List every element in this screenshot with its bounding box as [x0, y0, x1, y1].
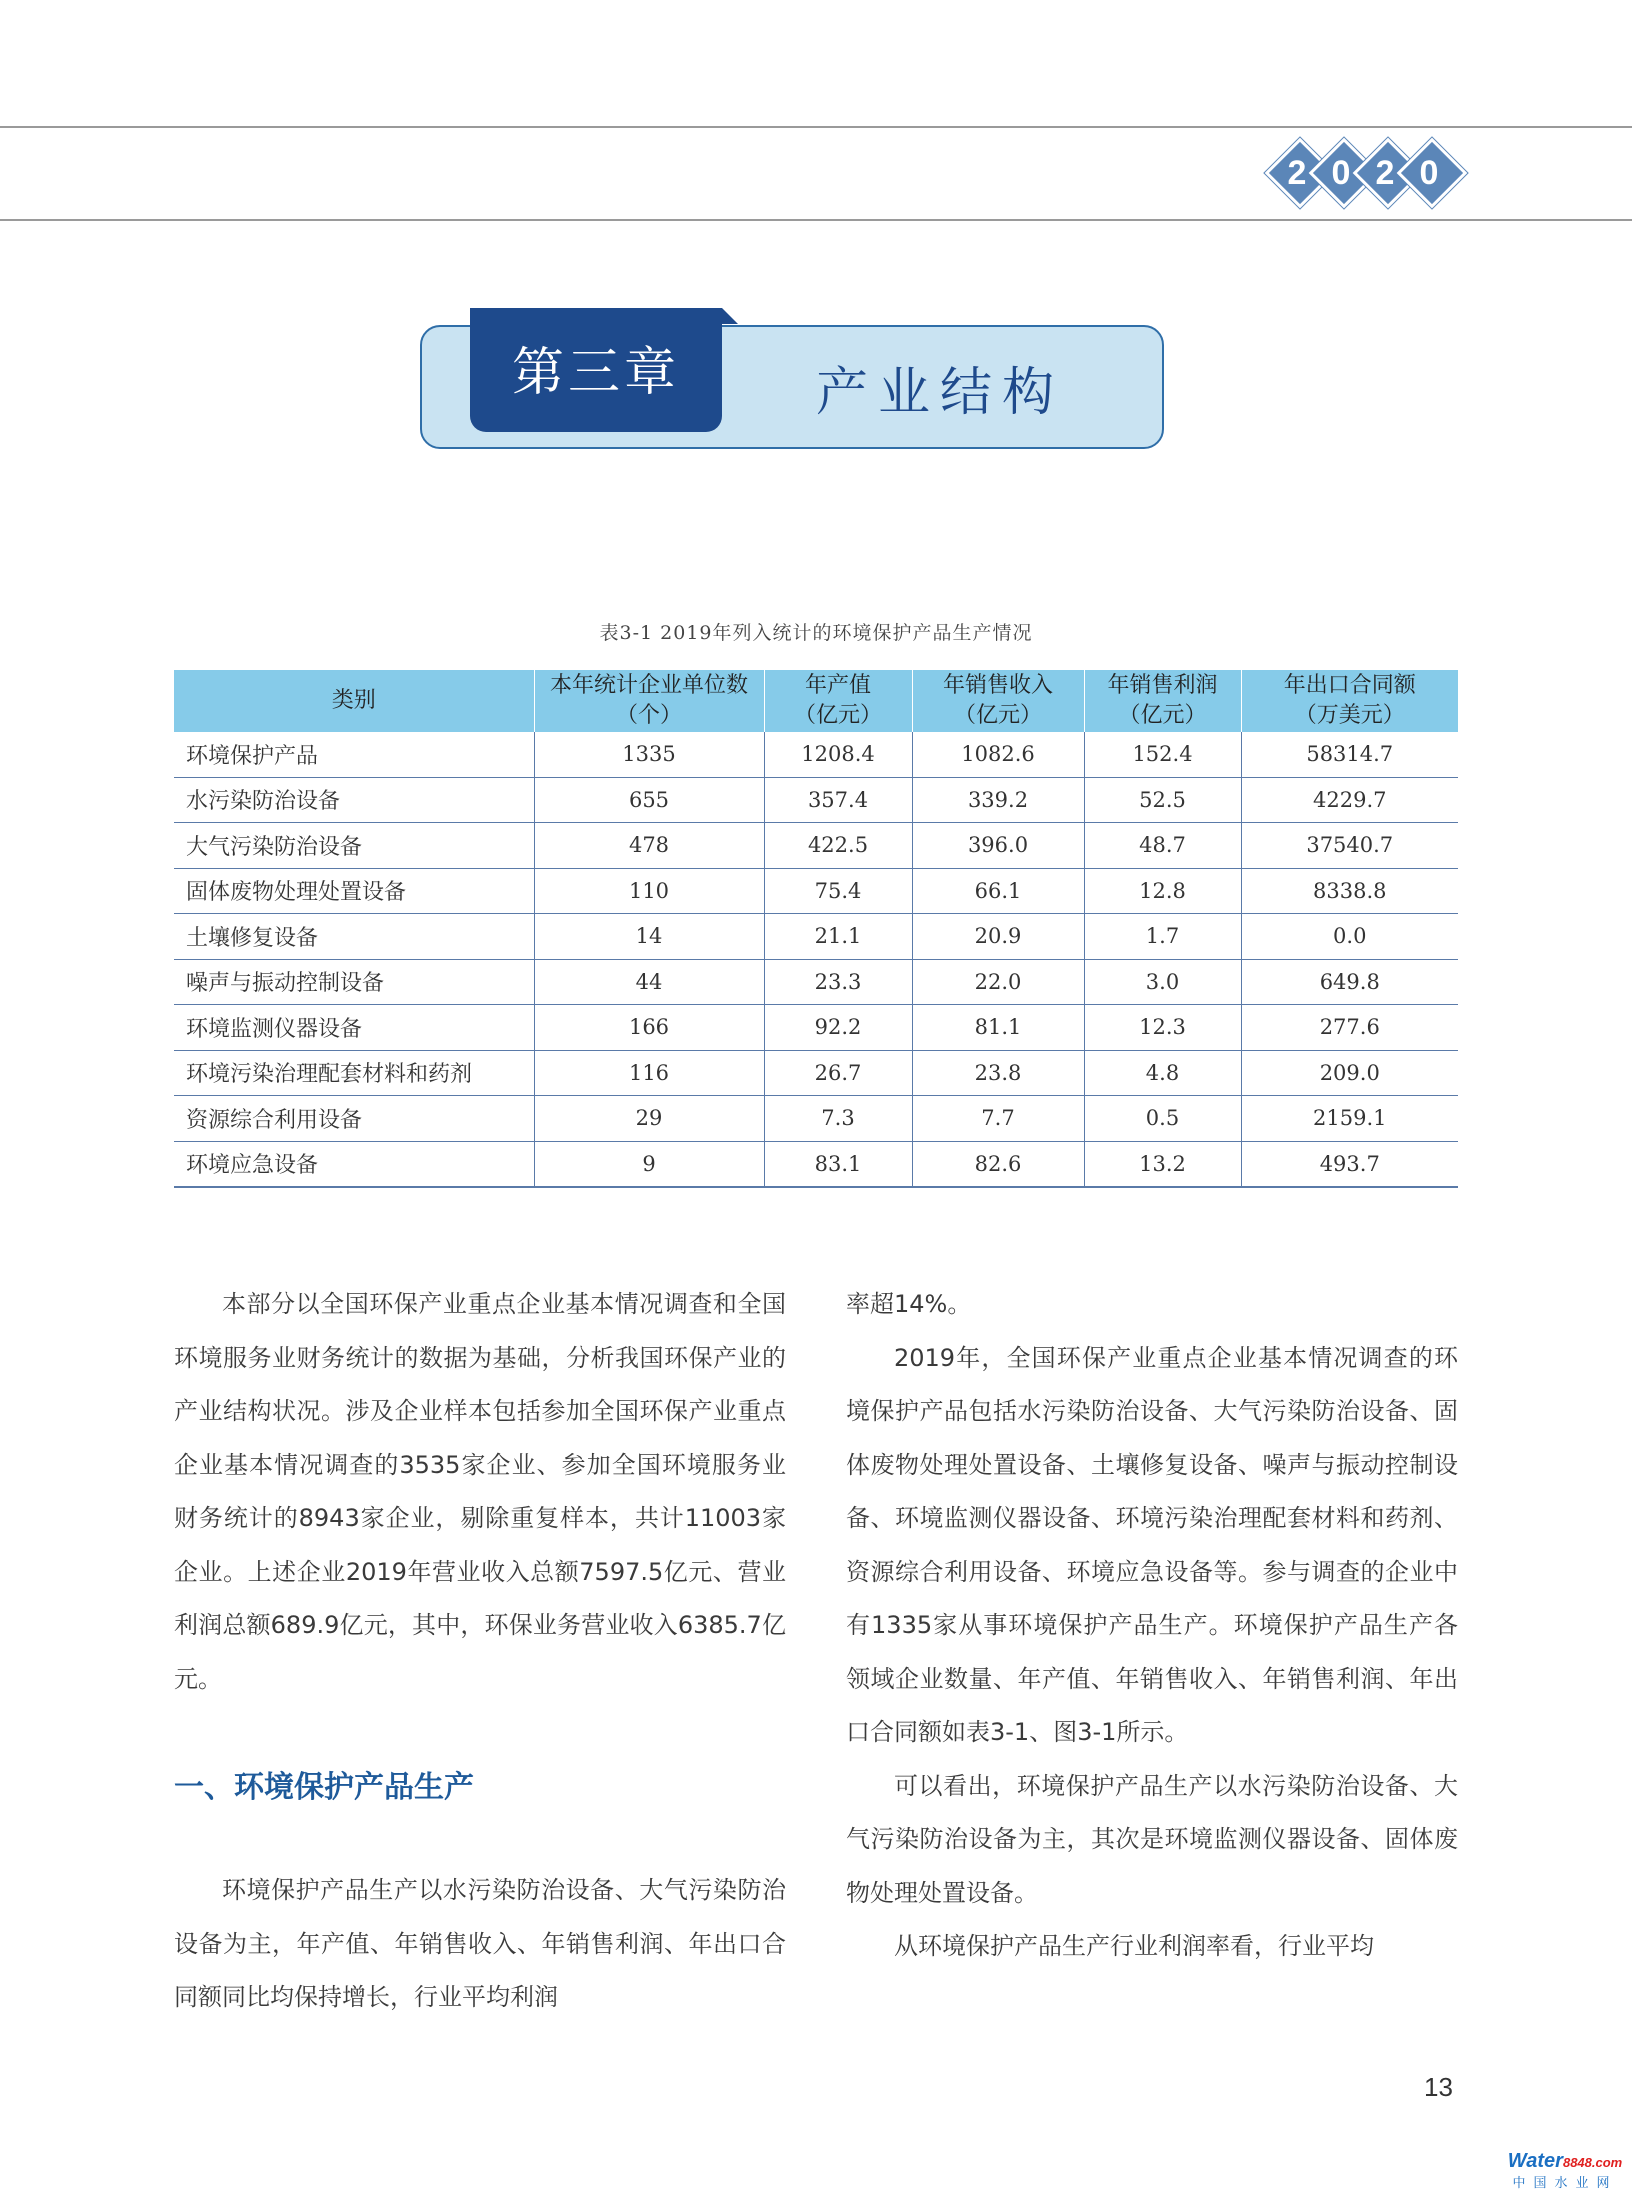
table-cell: 52.5 [1084, 777, 1241, 823]
page-number: 13 [1424, 2072, 1453, 2102]
table-cell: 环境保护产品 [174, 732, 534, 777]
table-cell: 4.8 [1084, 1050, 1241, 1096]
table-cell: 7.7 [912, 1096, 1084, 1142]
table-cell: 大气污染防治设备 [174, 823, 534, 869]
year-digit-2: 0 [1331, 154, 1351, 192]
table-row [174, 1050, 1458, 1096]
table-row [174, 732, 1458, 777]
table-cell: 22.0 [912, 959, 1084, 1005]
table-cell: 478 [534, 823, 764, 869]
table-cell: 1335 [534, 732, 764, 777]
table-cell: 1208.4 [764, 732, 912, 777]
table-cell: 396.0 [912, 823, 1084, 869]
table-cell: 噪声与振动控制设备 [174, 959, 534, 1005]
table-cell: 116 [534, 1050, 764, 1096]
table-cell: 23.8 [912, 1050, 1084, 1096]
table-cell: 9 [534, 1141, 764, 1187]
table-cell: 21.1 [764, 914, 912, 960]
table-cell: 48.7 [1084, 823, 1241, 869]
right-column [846, 1278, 1458, 1974]
table-cell: 23.3 [764, 959, 912, 1005]
table-row [174, 1141, 1458, 1187]
table-cell: 37540.7 [1241, 823, 1458, 869]
table-cell: 110 [534, 868, 764, 914]
table-cell: 422.5 [764, 823, 912, 869]
header-rule-bottom [0, 219, 1632, 221]
table-cell: 13.2 [1084, 1141, 1241, 1187]
header-category: 类别 [174, 670, 534, 732]
table-cell: 209.0 [1241, 1050, 1458, 1096]
table-cell: 649.8 [1241, 959, 1458, 1005]
left-column-upper [174, 1278, 786, 1706]
header-annual-output: 年产值 （亿元） [764, 670, 912, 732]
watermark-text: Water [1507, 2150, 1563, 2172]
table-row [174, 1005, 1458, 1051]
table-row [174, 914, 1458, 960]
table-cell: 8338.8 [1241, 868, 1458, 914]
table-cell: 58314.7 [1241, 732, 1458, 777]
header-annual-profit: 年销售利润 （亿元） [1084, 670, 1241, 732]
table-cell: 92.2 [764, 1005, 912, 1051]
table-cell: 655 [534, 777, 764, 823]
left-column-lower [174, 1864, 786, 2025]
body-paragraph: 率超14%。 [846, 1290, 972, 1318]
table-cell: 水污染防治设备 [174, 777, 534, 823]
table-cell: 277.6 [1241, 1005, 1458, 1051]
table-cell: 83.1 [764, 1141, 912, 1187]
table-cell: 44 [534, 959, 764, 1005]
table-cell: 26.7 [764, 1050, 912, 1096]
table-cell: 1082.6 [912, 732, 1084, 777]
table-cell: 493.7 [1241, 1141, 1458, 1187]
header-export-contracts: 年出口合同额 （万美元） [1241, 670, 1458, 732]
table-cell: 339.2 [912, 777, 1084, 823]
body-paragraph: 2019年，全国环保产业重点企业基本情况调查的环境保护产品包括水污染防治设备、大气污染防治设备、固体废物处理处置设备、土壤修复设备、噪声与振动控制设备、环境监测仪器设备、环境污染治理配套材料和药剂、资源综合利用设备、环境应急设备等。参与调查的企业中有1335家从事环境保护产品生产。环境保护产品生产各领域企业数量、年产值、年销售收入、年销售利润、年出口合同额如表3-1、图3-1所示。 [846, 1343, 1458, 1746]
products-table [174, 670, 1458, 1188]
table-row [174, 1096, 1458, 1142]
table-cell: 环境监测仪器设备 [174, 1005, 534, 1051]
table-row [174, 959, 1458, 1005]
watermark-suffix: 8848 [1562, 2155, 1592, 2170]
table-cell: 1.7 [1084, 914, 1241, 960]
table-cell: 75.4 [764, 868, 912, 914]
body-paragraph: 可以看出，环境保护产品生产以水污染防治设备、大气污染防治设备为主，其次是环境监测仪器设备、固体废物处理处置设备。 [846, 1771, 1458, 1907]
watermark-logo [1500, 2150, 1630, 2192]
header-rule-top [0, 126, 1632, 128]
table-cell: 环境应急设备 [174, 1141, 534, 1187]
header-annual-sales: 年销售收入 （亿元） [912, 670, 1084, 732]
table-cell: 固体废物处理处置设备 [174, 868, 534, 914]
table-cell: 12.8 [1084, 868, 1241, 914]
chapter-tab-corner [722, 308, 738, 324]
year-digit-4: 0 [1419, 154, 1439, 192]
table-cell: 7.3 [764, 1096, 912, 1142]
table-row [174, 868, 1458, 914]
table-cell: 166 [534, 1005, 764, 1051]
table-header-row [174, 670, 1458, 732]
table-cell: 20.9 [912, 914, 1084, 960]
table-cell: 152.4 [1084, 732, 1241, 777]
table-cell: 0.0 [1241, 914, 1458, 960]
table-cell: 29 [534, 1096, 764, 1142]
table-cell: 2159.1 [1241, 1096, 1458, 1142]
table-cell: 12.3 [1084, 1005, 1241, 1051]
chapter-title: 产业结构 [815, 363, 1064, 423]
table-cell: 资源综合利用设备 [174, 1096, 534, 1142]
table-cell: 0.5 [1084, 1096, 1241, 1142]
year-digit-1: 2 [1287, 154, 1307, 192]
body-paragraph: 环境保护产品生产以水污染防治设备、大气污染防治设备为主，年产值、年销售收入、年销售利润、年出口合同额同比均保持增长，行业平均利润 [174, 1876, 786, 2011]
watermark-subtitle: 中国水业网 [1512, 2175, 1618, 2190]
year-badge [1262, 140, 1462, 210]
section-heading: 一、环境保护产品生产 [174, 1770, 474, 1805]
table-cell: 14 [534, 914, 764, 960]
year-digit-3: 2 [1375, 154, 1395, 192]
table-row [174, 823, 1458, 869]
table-cell: 土壤修复设备 [174, 914, 534, 960]
table-cell: 82.6 [912, 1141, 1084, 1187]
table-cell: 3.0 [1084, 959, 1241, 1005]
table-caption: 表3-1 2019年列入统计的环境保护产品生产情况 [599, 622, 1033, 644]
table-cell: 环境污染治理配套材料和药剂 [174, 1050, 534, 1096]
table-cell: 66.1 [912, 868, 1084, 914]
chapter-number: 第三章 [511, 343, 680, 403]
table-cell: 357.4 [764, 777, 912, 823]
table-cell: 81.1 [912, 1005, 1084, 1051]
table-cell: 4229.7 [1241, 777, 1458, 823]
body-paragraph: 从环境保护产品生产行业利润率看，行业平均 [894, 1932, 1374, 1960]
table-row [174, 777, 1458, 823]
header-enterprise-count: 本年统计企业单位数 （个） [534, 670, 764, 732]
body-paragraph: 本部分以全国环保产业重点企业基本情况调查和全国环境服务业财务统计的数据为基础，分析我国环保产业的产业结构状况。涉及企业样本包括参加全国环保产业重点企业基本情况调查的3535家企业、参加全国环境服务业财务统计的8943家企业，剔除重复样本，共计11003家企业。上述企业2019年营业收入总额7597.5亿元、营业利润总额689.9亿元，其中，环保业务营业收入6385.7亿元。 [174, 1290, 786, 1693]
watermark-domain: .com [1591, 2155, 1623, 2170]
